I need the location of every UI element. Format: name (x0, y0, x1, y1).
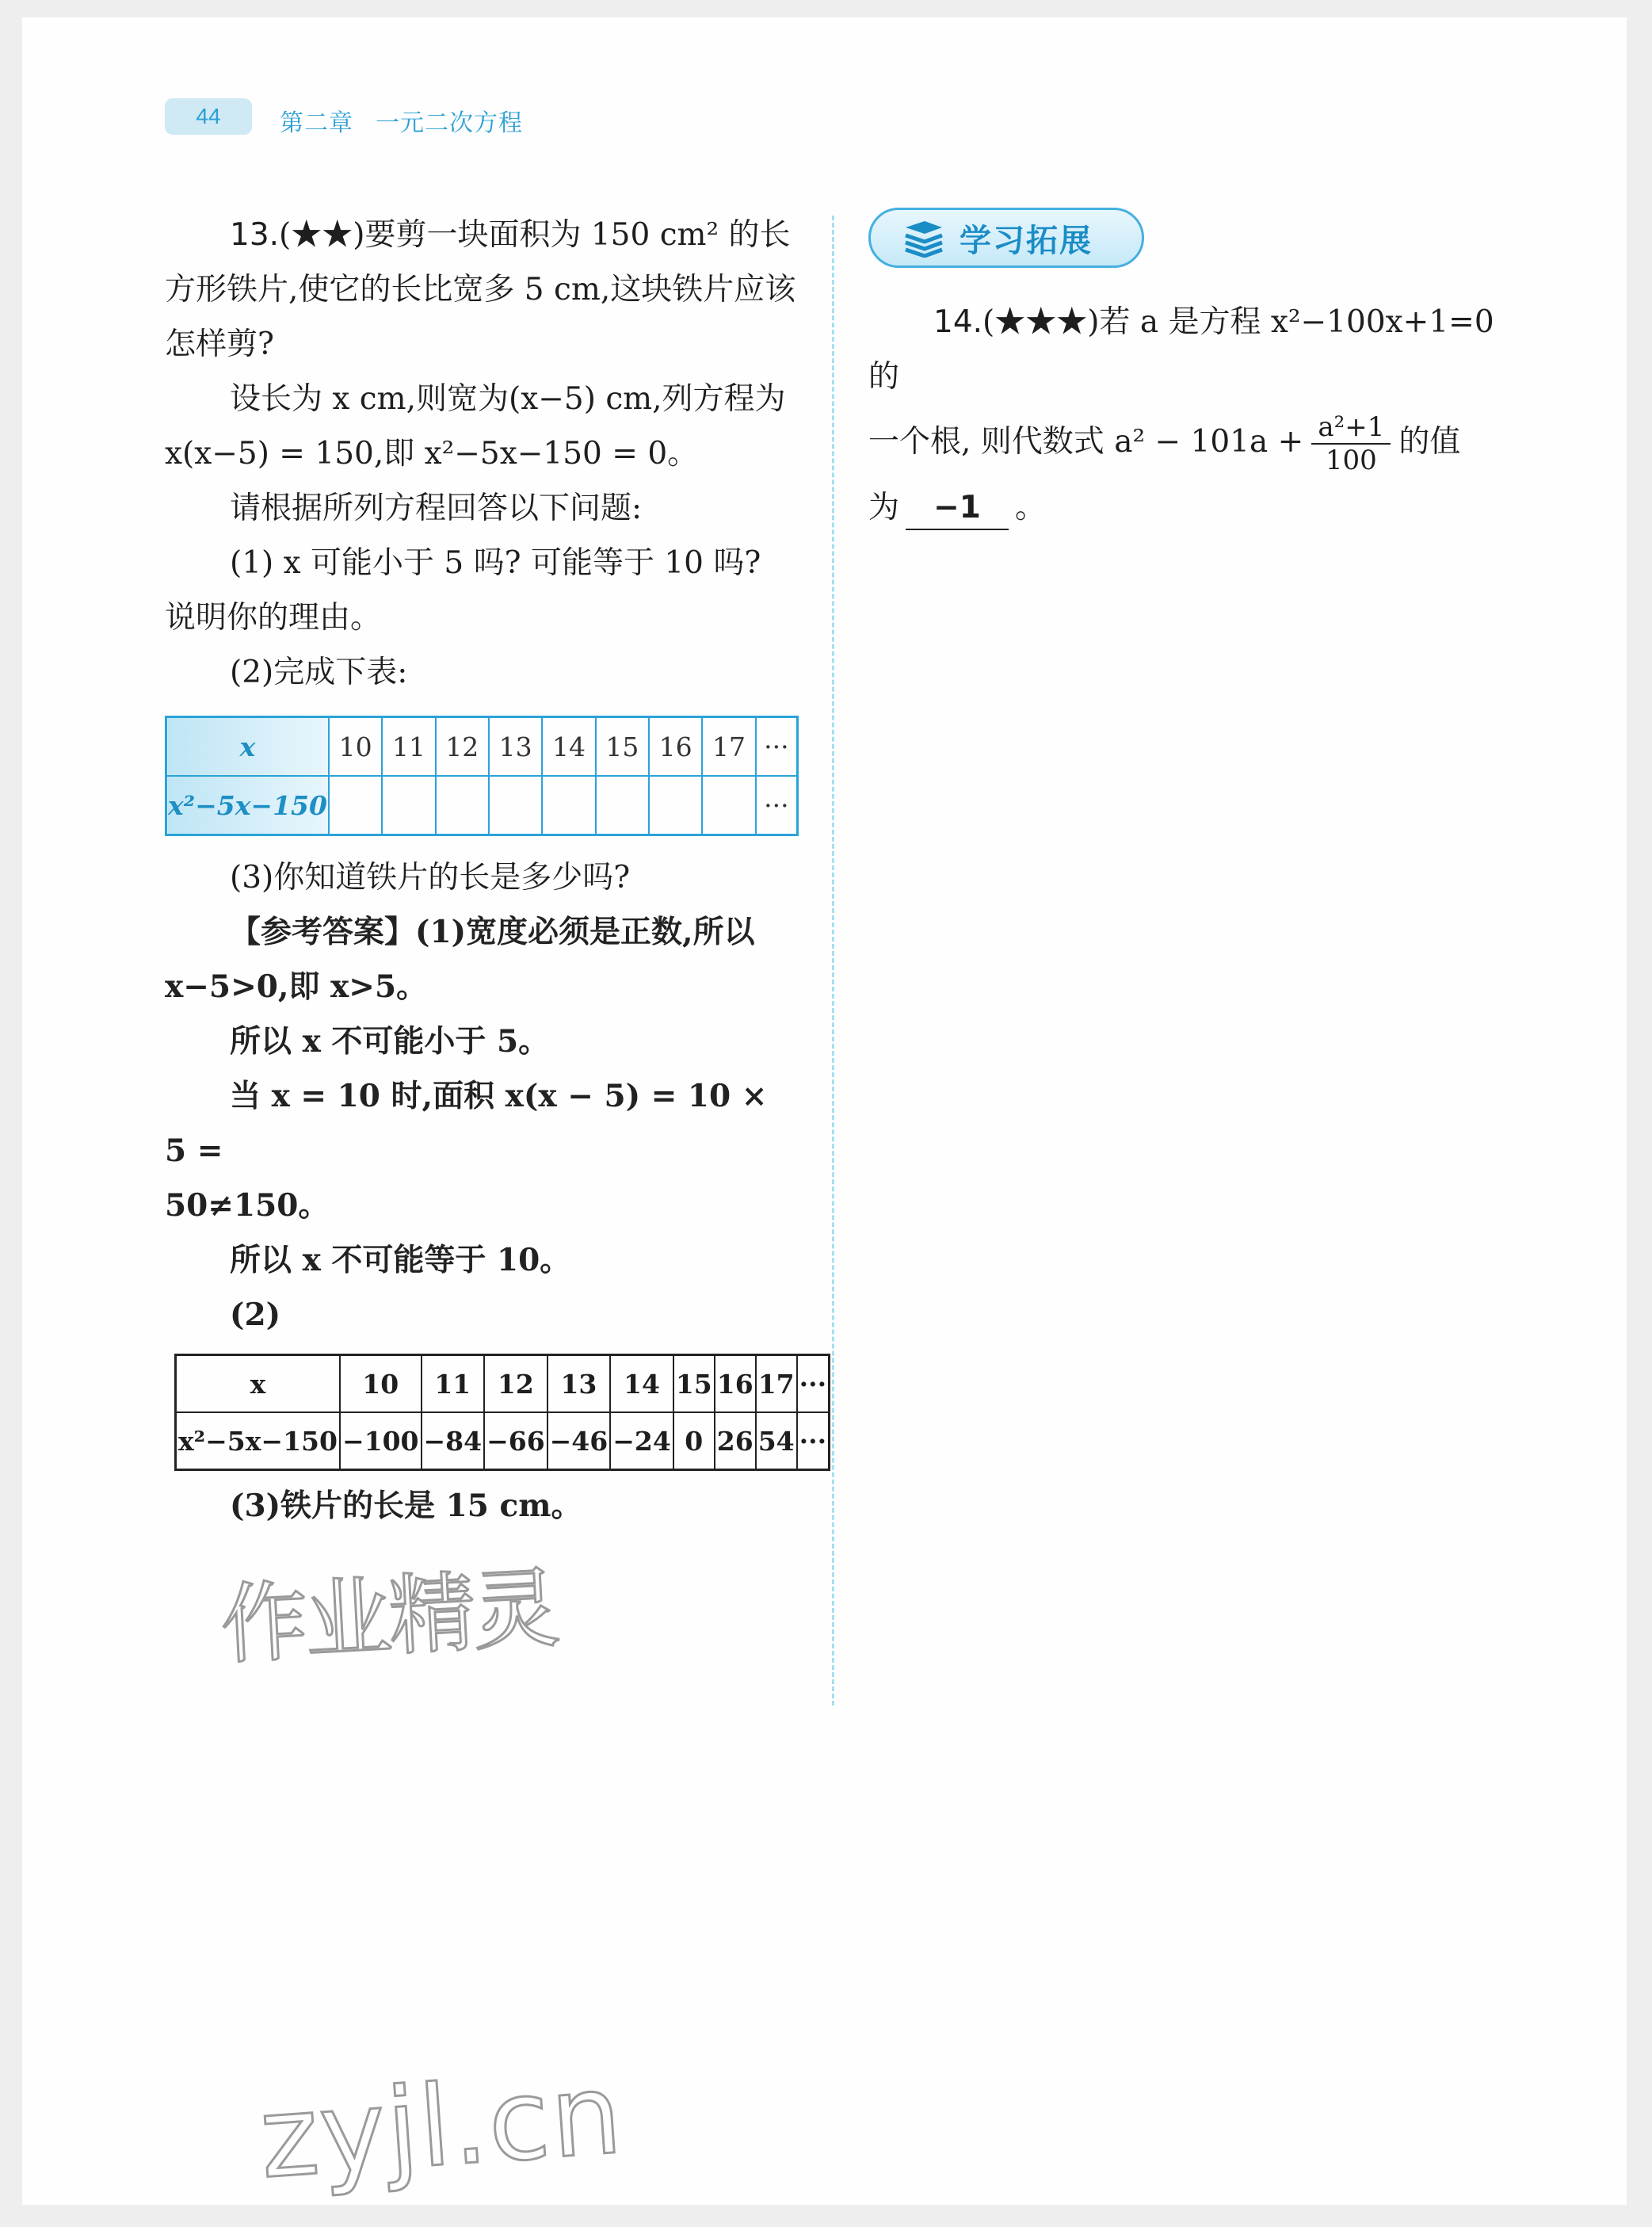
answer-y-cell: −24 (610, 1412, 673, 1470)
q13-stem-text: 要剪一块面积为 150 cm² 的长方形铁片,使它的长比宽多 5 cm,这块铁片应该怎样剪? (165, 217, 796, 362)
q13-stem (165, 208, 799, 372)
watermark-bottom: zyjl.cn (255, 2049, 628, 2204)
answer-y-cell: −46 (547, 1412, 611, 1470)
q14-stem-1: 若 a 是方程 x²−100x+1=0 的 (868, 304, 1494, 395)
answer-table-row-x (176, 1355, 830, 1413)
answer-y-cell: −100 (340, 1412, 422, 1470)
blank-x-cell: 15 (596, 717, 649, 777)
blank-empty-cell (702, 776, 755, 835)
answer-line-5: 50≠150。 (165, 1187, 330, 1224)
q13-part1: (1) x 可能小于 5 吗? 可能等于 10 吗? 说明你的理由。 (165, 545, 761, 636)
blank-x-cell: 11 (382, 717, 435, 777)
answer-x-cell: 15 (673, 1355, 715, 1413)
answer-line-2: x−5>0,即 x>5。 (165, 968, 428, 1005)
answer-x-cell: 14 (610, 1355, 673, 1413)
blank-empty-cell (436, 776, 489, 835)
answer-x-cell: 17 (756, 1355, 797, 1413)
answer-part3: (3)铁片的长是 15 cm。 (230, 1488, 582, 1524)
blank-x-cell: 14 (542, 717, 595, 777)
blank-table-head-x: x (166, 717, 329, 777)
q14-stem-2b: 的值 (1398, 424, 1461, 460)
blank-empty-cell (542, 776, 595, 835)
books-icon (901, 218, 947, 258)
answer-line-4: 当 x = 10 时,面积 x(x − 5) = 10 × 5 = (165, 1078, 768, 1169)
answer-table (174, 1354, 830, 1471)
blank-empty-cell (489, 776, 542, 835)
answer-y-cell: ··· (797, 1412, 830, 1470)
q14-line-3 (868, 480, 1502, 535)
answer-y-cell: −84 (422, 1412, 485, 1470)
answer-table-head-expr: x²−5x−150 (176, 1412, 340, 1470)
answer-table-row-expr (176, 1412, 830, 1470)
blank-empty-cell (596, 776, 649, 835)
answer-line-1 (165, 905, 799, 960)
blank-table (165, 716, 799, 836)
answer-line-6: 所以 x 不可能等于 10。 (230, 1242, 571, 1278)
answer-x-cell: 12 (484, 1355, 547, 1413)
blank-x-cell: 17 (702, 717, 755, 777)
answer-x-cell: ··· (797, 1355, 830, 1413)
expansion-badge (868, 208, 1144, 268)
q13-number: 13. (230, 217, 280, 253)
q14-line-1 (868, 295, 1502, 404)
answer-x-cell: 10 (340, 1355, 422, 1413)
blank-x-cell: 13 (489, 717, 542, 777)
answer-x-cell: 16 (715, 1355, 756, 1413)
answer-part2-label: (2) (230, 1297, 281, 1333)
blank-empty-cell (649, 776, 702, 835)
column-divider (832, 216, 834, 1706)
q14-frac-denominator: 100 (1325, 445, 1377, 476)
q14-fraction (1311, 411, 1391, 476)
page (22, 17, 1627, 2205)
blank-x-cell: ··· (756, 717, 798, 777)
chapter-heading (280, 103, 523, 138)
blank-empty-cell (329, 776, 382, 835)
answer-x-cell: 11 (422, 1355, 485, 1413)
blank-x-cell: 16 (649, 717, 702, 777)
q14-stars: (★★★) (982, 304, 1100, 340)
q14-stem-3b: 。 (1015, 490, 1047, 525)
answer-y-cell: 54 (756, 1412, 797, 1470)
answer-y-cell: 26 (715, 1412, 756, 1470)
page-number: 44 (165, 98, 252, 135)
blank-x-cell: 10 (329, 717, 382, 777)
answer-x-cell: 13 (547, 1355, 611, 1413)
chapter-number: 第二章 (280, 109, 353, 137)
q14-frac-numerator: a²+1 (1311, 411, 1391, 445)
expansion-title: 学习拓展 (960, 222, 1093, 259)
q13-part3: (3)你知道铁片的长是多少吗? (230, 860, 631, 896)
blank-empty-cell (382, 776, 435, 835)
answer-y-cell: 0 (673, 1412, 715, 1470)
blank-ellipsis-cell: ··· (756, 776, 798, 835)
q13-part2: (2)完成下表: (230, 655, 408, 690)
answer-y-cell: −66 (484, 1412, 547, 1470)
q13-prompt: 请根据所列方程回答以下问题: (230, 491, 643, 526)
blank-table-head-expr: x²−5x−150 (166, 776, 329, 835)
q14-number: 14. (933, 304, 983, 340)
chapter-title: 一元二次方程 (376, 109, 523, 137)
q14-stem-2a: 一个根, 则代数式 a² − 101a + (868, 424, 1304, 460)
q13-stars: (★★) (279, 217, 365, 253)
right-column (868, 208, 1502, 535)
q13-setup-1: 设长为 x cm,则宽为(x−5) cm,列方程为 (230, 381, 786, 417)
answer-a1-text: (1)宽度必须是正数,所以 (415, 914, 755, 950)
answer-line-3: 所以 x 不可能小于 5。 (230, 1023, 550, 1060)
blank-table-row-expr (166, 776, 798, 835)
answer-label: 【参考答案】 (230, 914, 416, 950)
blank-table-row-x (166, 717, 798, 777)
blank-x-cell: 12 (436, 717, 489, 777)
q14-stem-3a: 为 (868, 490, 900, 525)
q14-answer-blank: −1 (906, 487, 1009, 530)
answer-table-head-x: x (176, 1355, 340, 1413)
q14-line-2 (868, 404, 1502, 480)
watermark-top: 作业精灵 (218, 1557, 559, 1676)
left-column (165, 208, 827, 1534)
q13-setup-2: x(x−5) = 150,即 x²−5x−150 = 0。 (165, 436, 699, 472)
